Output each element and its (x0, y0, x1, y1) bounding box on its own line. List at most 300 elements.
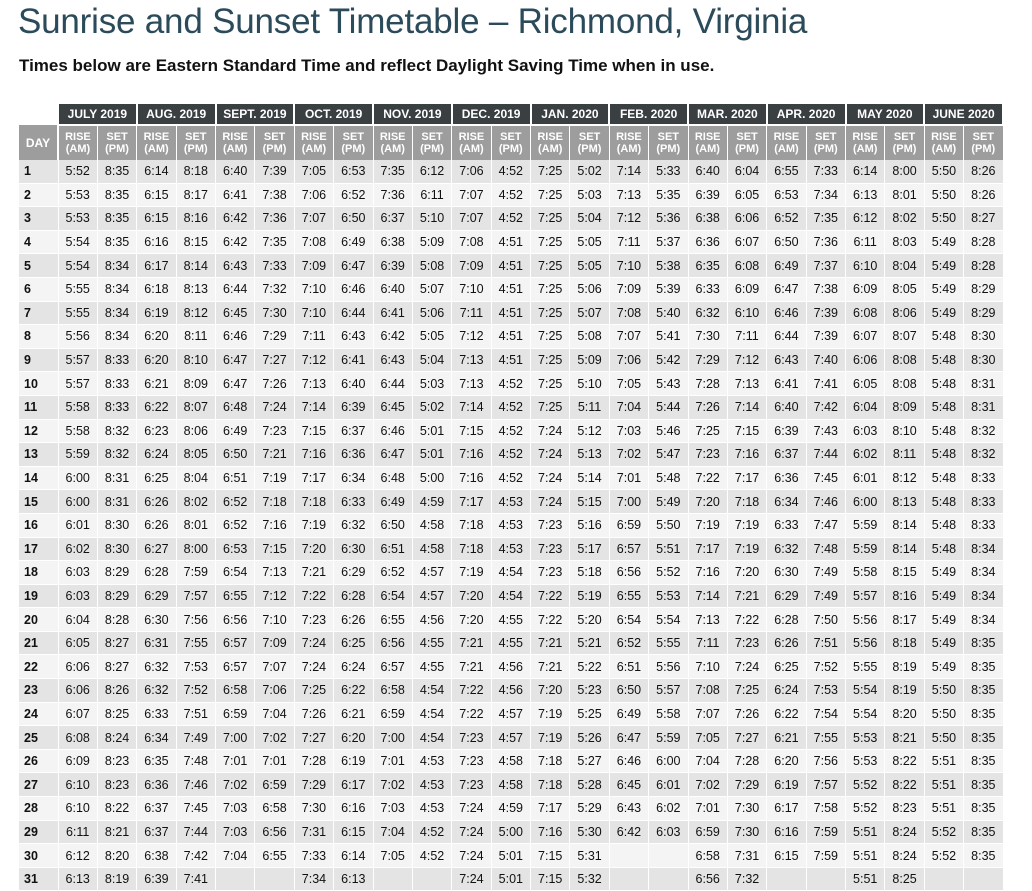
sunrise-time: 7:24 (294, 631, 333, 655)
sunrise-time: 7:18 (452, 537, 491, 561)
sunrise-time: 5:49 (924, 301, 963, 325)
sunrise-time: 6:12 (58, 844, 97, 868)
sunset-time: 7:32 (727, 867, 766, 891)
sunrise-time: 6:36 (767, 466, 806, 490)
day-number: 9 (19, 348, 58, 372)
sunset-time: 6:06 (727, 207, 766, 231)
sunrise-time: 7:20 (531, 679, 570, 703)
sunrise-time: 7:13 (688, 608, 727, 632)
sunset-time: 7:12 (255, 584, 294, 608)
sunset-time: 7:37 (806, 254, 845, 278)
sunset-time: 8:26 (97, 679, 136, 703)
sunrise-time: 7:17 (688, 537, 727, 561)
sunset-time: 7:27 (727, 726, 766, 750)
sunrise-time: 6:43 (609, 797, 648, 821)
sunset-time: 7:19 (255, 466, 294, 490)
sunset-time: 7:35 (255, 230, 294, 254)
sunset-time: 8:05 (176, 443, 215, 467)
table-row (19, 749, 1003, 773)
sunrise-time: 6:49 (216, 419, 255, 443)
sunrise-time: 5:49 (924, 608, 963, 632)
sunrise-time: 6:07 (58, 702, 97, 726)
table-row (19, 419, 1003, 443)
sunrise-time: 5:49 (924, 655, 963, 679)
sunset-time: 7:49 (176, 726, 215, 750)
sunrise-time: 6:50 (609, 679, 648, 703)
sunset-time: 8:31 (964, 395, 1003, 419)
sunrise-time: 6:46 (373, 419, 412, 443)
sunrise-time: 6:15 (767, 844, 806, 868)
sunrise-time: 6:16 (767, 820, 806, 844)
sunrise-time: 6:33 (137, 702, 176, 726)
sunrise-time: 5:57 (846, 584, 885, 608)
rise-column-header (137, 125, 176, 160)
sunrise-time: 6:55 (373, 608, 412, 632)
sunset-time: 7:02 (255, 726, 294, 750)
sunset-time: 7:39 (806, 301, 845, 325)
sunrise-time: 7:35 (373, 160, 412, 183)
sunset-time: 7:23 (727, 631, 766, 655)
sunset-time: 7:45 (806, 466, 845, 490)
set-unit: (PM) (183, 143, 208, 155)
sunrise-time: 7:25 (531, 277, 570, 301)
set-unit: (PM) (262, 143, 287, 155)
sunset-time: 4:52 (412, 820, 451, 844)
sunrise-time: 7:17 (452, 490, 491, 514)
sunset-time: 5:09 (570, 348, 609, 372)
sunset-time: 5:01 (412, 443, 451, 467)
sunrise-time: 7:10 (294, 277, 333, 301)
rise-label: RISE (222, 131, 249, 143)
sunset-time: 7:48 (176, 749, 215, 773)
sunset-time: 7:38 (806, 277, 845, 301)
sunset-time: 7:14 (727, 395, 766, 419)
sunset-time: 6:43 (334, 325, 373, 349)
rise-unit: (AM) (144, 143, 169, 155)
sunset-time: 7:52 (176, 679, 215, 703)
sunset-time: 7:54 (806, 702, 845, 726)
sunset-time: 8:14 (885, 513, 924, 537)
day-number: 4 (19, 230, 58, 254)
day-number: 29 (19, 820, 58, 844)
sunset-time: 7:16 (255, 513, 294, 537)
sunrise-time: 7:08 (452, 230, 491, 254)
sunset-time: 6:11 (412, 183, 451, 207)
set-label: SET (815, 131, 837, 143)
sunset-time: 4:52 (412, 844, 451, 868)
sunrise-time: 6:37 (137, 797, 176, 821)
sunrise-time (609, 844, 648, 868)
sunrise-time: 5:49 (924, 584, 963, 608)
sunset-time: 8:16 (885, 584, 924, 608)
rise-column-header (294, 125, 333, 160)
sunset-time: 8:34 (97, 301, 136, 325)
sunset-time: 8:01 (176, 513, 215, 537)
sunset-time: 5:51 (649, 537, 688, 561)
set-column-header (570, 125, 609, 160)
sunrise-time: 6:16 (137, 230, 176, 254)
sunset-time: 4:57 (491, 726, 530, 750)
table-row (19, 797, 1003, 821)
sunset-time: 4:58 (491, 773, 530, 797)
day-column-header: DAY (19, 125, 58, 160)
set-label: SET (657, 131, 680, 143)
table-row (19, 513, 1003, 537)
sunrise-time: 7:19 (452, 561, 491, 585)
sunset-time: 8:03 (885, 230, 924, 254)
sunset-time: 8:32 (964, 419, 1003, 443)
page-title: Sunrise and Sunset Timetable – Richmond, Virginia (18, 2, 808, 41)
table-row (19, 395, 1003, 419)
sunrise-time: 7:25 (531, 183, 570, 207)
sunrise-time: 7:01 (216, 749, 255, 773)
sunrise-time: 7:31 (294, 820, 333, 844)
sunset-time: 4:51 (491, 348, 530, 372)
rise-label: RISE (301, 131, 327, 143)
sunset-time: 5:00 (491, 820, 530, 844)
month-header: JULY 2019 (58, 104, 137, 125)
sunset-time: 7:59 (176, 561, 215, 585)
sunrise-time: 6:14 (846, 160, 885, 183)
sunrise-time: 7:23 (452, 773, 491, 797)
day-number: 27 (19, 773, 58, 797)
sunset-time: 8:28 (97, 608, 136, 632)
table-row (19, 183, 1003, 207)
sunrise-time: 7:25 (531, 230, 570, 254)
set-unit: (PM) (498, 143, 523, 155)
set-column-header (334, 125, 373, 160)
set-unit: (PM) (656, 143, 681, 155)
set-unit: (PM) (813, 143, 838, 155)
sunset-time: 8:35 (97, 183, 136, 207)
sunrise-time: 6:32 (137, 679, 176, 703)
sunrise-time: 6:36 (688, 230, 727, 254)
table-row (19, 561, 1003, 585)
set-column-header (412, 125, 451, 160)
sunset-time: 8:29 (97, 561, 136, 585)
sunset-time: 8:33 (964, 490, 1003, 514)
sunrise-time: 6:50 (373, 513, 412, 537)
sunrise-time: 5:51 (924, 797, 963, 821)
sunset-time: 7:29 (727, 773, 766, 797)
sunset-time: 8:29 (964, 277, 1003, 301)
sunrise-time: 7:15 (294, 419, 333, 443)
sunset-time: 5:53 (649, 584, 688, 608)
sunset-time: 8:33 (964, 513, 1003, 537)
sunrise-time: 5:50 (924, 702, 963, 726)
sunset-time: 8:10 (885, 419, 924, 443)
sunrise-time: 7:02 (373, 773, 412, 797)
sunset-time: 8:34 (964, 584, 1003, 608)
set-unit: (PM) (420, 143, 444, 155)
set-unit: (PM) (105, 143, 129, 155)
sunset-time: 4:54 (412, 726, 451, 750)
sunrise-time: 6:57 (216, 631, 255, 655)
sunrise-time: 7:29 (688, 348, 727, 372)
rise-column-header (767, 125, 806, 160)
sunset-time: 6:05 (727, 183, 766, 207)
sunset-time: 7:51 (176, 702, 215, 726)
sunrise-time: 7:25 (531, 207, 570, 231)
sunrise-time: 6:40 (688, 160, 727, 183)
sunrise-time: 6:40 (216, 160, 255, 183)
sunrise-time: 6:40 (373, 277, 412, 301)
sunset-time: 5:15 (570, 490, 609, 514)
sunrise-time: 7:15 (452, 419, 491, 443)
sunrise-time: 5:56 (58, 325, 97, 349)
sunset-time: 4:57 (412, 561, 451, 585)
sunset-time: 8:20 (885, 702, 924, 726)
sunset-time: 5:22 (570, 655, 609, 679)
sunrise-time: 7:12 (294, 348, 333, 372)
sunset-time: 7:52 (806, 655, 845, 679)
table-row (19, 631, 1003, 655)
sunrise-time: 7:19 (688, 513, 727, 537)
sunrise-time: 6:20 (137, 348, 176, 372)
sunrise-time: 5:49 (924, 254, 963, 278)
sunrise-time: 6:20 (137, 325, 176, 349)
sunset-time: 7:16 (727, 443, 766, 467)
sunset-time (649, 867, 688, 891)
sunset-time (964, 867, 1003, 891)
sunrise-time: 6:03 (58, 584, 97, 608)
month-header: JUNE 2020 (924, 104, 1003, 125)
sunset-time: 6:15 (334, 820, 373, 844)
sunrise-time: 7:25 (294, 679, 333, 703)
sunset-time: 4:55 (412, 655, 451, 679)
sunrise-time: 6:37 (767, 443, 806, 467)
sunset-time: 4:53 (412, 749, 451, 773)
sunset-time: 8:07 (885, 325, 924, 349)
sunrise-time: 5:52 (924, 820, 963, 844)
sunset-time: 8:09 (176, 372, 215, 396)
sunrise-time: 7:24 (452, 797, 491, 821)
sunset-time: 4:53 (491, 537, 530, 561)
sunset-time: 6:09 (727, 277, 766, 301)
set-column-header (255, 125, 294, 160)
sunrise-time: 7:03 (373, 797, 412, 821)
sunrise-time: 6:47 (373, 443, 412, 467)
sunrise-time: 6:59 (688, 820, 727, 844)
sunrise-time: 5:53 (58, 207, 97, 231)
day-number: 2 (19, 183, 58, 207)
sunrise-time: 6:12 (846, 207, 885, 231)
sunset-time: 7:57 (176, 584, 215, 608)
sunrise-time: 7:04 (216, 844, 255, 868)
table-row (19, 207, 1003, 231)
sunset-time: 8:33 (97, 372, 136, 396)
month-header: JAN. 2020 (531, 104, 610, 125)
sunset-time: 5:04 (570, 207, 609, 231)
sunrise-time: 7:23 (531, 537, 570, 561)
sunrise-time: 7:16 (688, 561, 727, 585)
sunset-time: 8:27 (964, 207, 1003, 231)
sunrise-time: 7:16 (452, 466, 491, 490)
sunrise-time: 6:36 (137, 773, 176, 797)
sunrise-time: 6:02 (846, 443, 885, 467)
sunset-time: 4:56 (412, 608, 451, 632)
sunrise-time: 6:28 (767, 608, 806, 632)
sunset-time: 7:33 (806, 160, 845, 183)
sunrise-time: 6:06 (58, 679, 97, 703)
sunrise-time: 7:17 (294, 466, 333, 490)
sunrise-time: 5:53 (58, 183, 97, 207)
sunset-time: 5:57 (649, 679, 688, 703)
table-row (19, 584, 1003, 608)
sunset-time: 8:28 (964, 254, 1003, 278)
day-number: 31 (19, 867, 58, 891)
sunset-time: 8:34 (964, 537, 1003, 561)
sunrise-time: 6:34 (767, 490, 806, 514)
sunset-time: 5:14 (570, 466, 609, 490)
sunset-time: 7:07 (255, 655, 294, 679)
sunrise-time: 7:22 (294, 584, 333, 608)
sunrise-time: 6:35 (688, 254, 727, 278)
sunrise-time: 6:55 (609, 584, 648, 608)
sunrise-time: 6:47 (216, 348, 255, 372)
rise-column-header (58, 125, 97, 160)
set-column-header (176, 125, 215, 160)
sunrise-time (216, 867, 255, 891)
day-number: 1 (19, 160, 58, 183)
sunrise-time: 7:13 (294, 372, 333, 396)
sunset-time: 5:42 (649, 348, 688, 372)
rise-label: RISE (931, 131, 957, 143)
sunrise-time: 7:05 (609, 372, 648, 396)
sunrise-time: 7:12 (609, 207, 648, 231)
sunrise-time: 6:22 (767, 702, 806, 726)
sunrise-time: 5:59 (846, 537, 885, 561)
month-header: MAY 2020 (846, 104, 925, 125)
sunset-time: 7:04 (255, 702, 294, 726)
sunrise-time: 7:19 (531, 726, 570, 750)
sunset-time: 7:30 (727, 797, 766, 821)
sunrise-time: 6:33 (767, 513, 806, 537)
sunset-time: 8:25 (97, 702, 136, 726)
sunrise-time: 7:25 (688, 419, 727, 443)
sunrise-time: 6:25 (767, 655, 806, 679)
sunrise-time: 6:39 (767, 419, 806, 443)
sunrise-time: 7:18 (294, 490, 333, 514)
sunset-time: 7:39 (255, 160, 294, 183)
sunset-time: 7:18 (727, 490, 766, 514)
rise-column-header (688, 125, 727, 160)
month-header-row (19, 104, 1003, 125)
sunset-time: 8:17 (885, 608, 924, 632)
sunrise-time: 7:34 (294, 867, 333, 891)
sunrise-time: 7:09 (294, 254, 333, 278)
month-header: DEC. 2019 (452, 104, 531, 125)
sunset-time: 5:25 (570, 702, 609, 726)
sunrise-time: 7:21 (294, 561, 333, 585)
sunrise-time: 5:51 (924, 749, 963, 773)
sunset-time: 8:07 (176, 395, 215, 419)
sunrise-time: 7:13 (452, 348, 491, 372)
sunset-time: 4:51 (491, 277, 530, 301)
sunrise-time: 6:52 (216, 490, 255, 514)
sunrise-time: 7:24 (531, 490, 570, 514)
sunset-time: 4:56 (491, 679, 530, 703)
sunset-time: 8:04 (885, 254, 924, 278)
timetable (19, 104, 1004, 891)
set-label: SET (263, 131, 286, 143)
sunset-time: 5:46 (649, 419, 688, 443)
sunset-time: 4:52 (491, 466, 530, 490)
sunrise-time: 6:06 (58, 655, 97, 679)
sunrise-time: 6:59 (216, 702, 255, 726)
sunrise-time: 7:08 (609, 301, 648, 325)
sunrise-time: 6:42 (609, 820, 648, 844)
sunrise-time: 6:32 (688, 301, 727, 325)
sunrise-time: 6:00 (846, 490, 885, 514)
set-label: SET (500, 131, 522, 143)
day-number: 16 (19, 513, 58, 537)
day-number: 11 (19, 395, 58, 419)
day-number: 30 (19, 844, 58, 868)
sunset-time: 5:35 (649, 183, 688, 207)
set-unit: (PM) (971, 143, 996, 155)
sunset-time: 7:42 (806, 395, 845, 419)
sunset-time: 7:27 (255, 348, 294, 372)
sunset-time: 5:17 (570, 537, 609, 561)
sunset-time: 8:30 (964, 325, 1003, 349)
sunset-time: 8:24 (885, 820, 924, 844)
sunset-time: 7:25 (727, 679, 766, 703)
sunset-time: 7:10 (255, 608, 294, 632)
sunrise-time: 6:54 (373, 584, 412, 608)
sunrise-time: 7:06 (609, 348, 648, 372)
sunrise-time: 6:44 (767, 325, 806, 349)
sunrise-time: 7:10 (609, 254, 648, 278)
sunset-time: 6:44 (334, 301, 373, 325)
sunset-time: 8:31 (964, 372, 1003, 396)
sunrise-time: 6:59 (609, 513, 648, 537)
sunrise-time: 6:09 (846, 277, 885, 301)
sunset-time: 5:07 (570, 301, 609, 325)
sunrise-time: 6:45 (216, 301, 255, 325)
sunset-time: 8:35 (964, 797, 1003, 821)
day-number: 20 (19, 608, 58, 632)
set-unit: (PM) (341, 143, 366, 155)
sunset-time: 6:47 (334, 254, 373, 278)
sunrise-time: 7:03 (609, 419, 648, 443)
sunset-time: 5:20 (570, 608, 609, 632)
sunset-time: 7:42 (176, 844, 215, 868)
sunrise-time: 7:26 (688, 395, 727, 419)
sunset-time: 7:35 (806, 207, 845, 231)
sunset-time: 8:24 (97, 726, 136, 750)
sunset-time: 8:21 (885, 726, 924, 750)
sunset-time: 5:03 (570, 183, 609, 207)
sunrise-time: 7:07 (294, 207, 333, 231)
table-row (19, 443, 1003, 467)
sunset-time: 4:57 (491, 702, 530, 726)
sunset-time: 6:25 (334, 631, 373, 655)
sunset-time: 7:51 (806, 631, 845, 655)
sunrise-time: 7:06 (294, 183, 333, 207)
sunrise-time: 6:42 (216, 207, 255, 231)
sunset-time: 8:26 (964, 160, 1003, 183)
sunrise-time: 7:16 (452, 443, 491, 467)
sunset-time: 4:53 (412, 797, 451, 821)
table-row (19, 679, 1003, 703)
sunset-time: 8:13 (176, 277, 215, 301)
table-row (19, 867, 1003, 891)
sunrise-time: 5:50 (924, 183, 963, 207)
sunset-time: 6:26 (334, 608, 373, 632)
sunrise-time: 5:48 (924, 490, 963, 514)
table-row (19, 372, 1003, 396)
